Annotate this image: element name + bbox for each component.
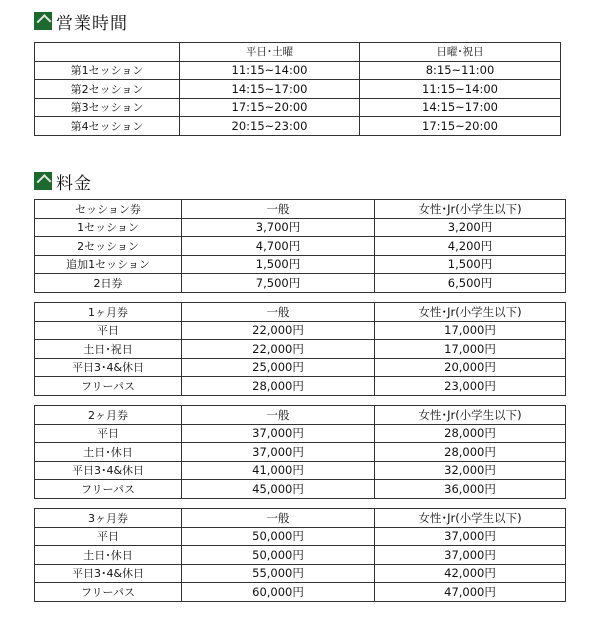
- holiday-time: 11:15~14:00: [360, 80, 561, 99]
- fee-header-cell: 女性･Jr(小学生以下): [375, 303, 566, 322]
- ticket-label: フリーパス: [35, 377, 182, 396]
- session-label: 第4セッション: [35, 117, 180, 136]
- table-row: [35, 546, 566, 565]
- women-junior-price: 20,000円: [375, 358, 566, 377]
- women-junior-price: 37,000円: [375, 527, 566, 546]
- general-price: 3,700円: [182, 218, 375, 237]
- fee-header-row: [35, 200, 566, 219]
- women-junior-price: 28,000円: [375, 443, 566, 462]
- fee-header-cell: 1ヶ月券: [35, 303, 182, 322]
- ticket-label: 平日3･4&休日: [35, 358, 182, 377]
- general-price: 37,000円: [182, 443, 375, 462]
- ticket-label: フリーパス: [35, 583, 182, 602]
- table-row: [35, 340, 566, 359]
- ticket-label: 追加1セッション: [35, 255, 182, 274]
- fee-header-cell: 一般: [182, 303, 375, 322]
- table-row: [35, 80, 561, 99]
- table-row: [35, 564, 566, 583]
- women-junior-price: 4,200円: [375, 237, 566, 256]
- fee-header-cell: 3ヶ月券: [35, 509, 182, 528]
- ticket-label: 平日: [35, 424, 182, 443]
- fee-header-cell: 女性･Jr(小学生以下): [375, 200, 566, 219]
- weekday-time: 20:15~23:00: [180, 117, 360, 136]
- ticket-label: 平日3･4&休日: [35, 461, 182, 480]
- ticket-label: 2日券: [35, 274, 182, 293]
- fee-header-cell: 2ヶ月券: [35, 406, 182, 425]
- women-junior-price: 32,000円: [375, 461, 566, 480]
- table-row: [35, 61, 561, 80]
- fee-header-row: [35, 509, 566, 528]
- general-price: 37,000円: [182, 424, 375, 443]
- general-price: 22,000円: [182, 321, 375, 340]
- ticket-label: 土日･休日: [35, 443, 182, 462]
- table-row: [35, 461, 566, 480]
- women-junior-price: 47,000円: [375, 583, 566, 602]
- table-row: [35, 424, 566, 443]
- general-price: 41,000円: [182, 461, 375, 480]
- hours-heading: [34, 10, 128, 32]
- general-price: 45,000円: [182, 480, 375, 499]
- women-junior-price: 23,000円: [375, 377, 566, 396]
- table-row: [35, 117, 561, 136]
- table-row: [35, 480, 566, 499]
- general-price: 55,000円: [182, 564, 375, 583]
- fee-header-cell: 一般: [182, 509, 375, 528]
- women-junior-price: 37,000円: [375, 546, 566, 565]
- general-price: 50,000円: [182, 546, 375, 565]
- fee-header-cell: 女性･Jr(小学生以下): [375, 509, 566, 528]
- women-junior-price: 42,000円: [375, 564, 566, 583]
- table-row: [35, 583, 566, 602]
- fee-header-row: [35, 406, 566, 425]
- section-mark-icon: [34, 172, 52, 190]
- ticket-label: 土日･休日: [35, 546, 182, 565]
- general-price: 50,000円: [182, 527, 375, 546]
- women-junior-price: 17,000円: [375, 340, 566, 359]
- fee-header-cell: 女性･Jr(小学生以下): [375, 406, 566, 425]
- table-row: [35, 527, 566, 546]
- hours-title: 営業時間: [56, 13, 128, 34]
- ticket-label: 1セッション: [35, 218, 182, 237]
- weekday-time: 14:15~17:00: [180, 80, 360, 99]
- women-junior-price: 36,000円: [375, 480, 566, 499]
- fee-table-1-month: [34, 302, 566, 396]
- table-row: [35, 218, 566, 237]
- ticket-label: 平日: [35, 527, 182, 546]
- women-junior-price: 3,200円: [375, 218, 566, 237]
- table-row: [35, 443, 566, 462]
- hours-header-cell: [35, 43, 180, 62]
- fee-header-cell: セッション券: [35, 200, 182, 219]
- fees-heading: [34, 170, 92, 192]
- general-price: 4,700円: [182, 237, 375, 256]
- session-label: 第1セッション: [35, 61, 180, 80]
- fee-header-cell: 一般: [182, 200, 375, 219]
- women-junior-price: 28,000円: [375, 424, 566, 443]
- holiday-time: 8:15~11:00: [360, 61, 561, 80]
- fee-header-row: [35, 303, 566, 322]
- fee-table-session: [34, 199, 566, 293]
- table-row: [35, 98, 561, 117]
- weekday-time: 11:15~14:00: [180, 61, 360, 80]
- women-junior-price: 6,500円: [375, 274, 566, 293]
- session-label: 第3セッション: [35, 98, 180, 117]
- section-mark-icon: [34, 12, 52, 30]
- general-price: 7,500円: [182, 274, 375, 293]
- women-junior-price: 1,500円: [375, 255, 566, 274]
- general-price: 1,500円: [182, 255, 375, 274]
- hours-header-cell: 日曜･祝日: [360, 43, 561, 62]
- weekday-time: 17:15~20:00: [180, 98, 360, 117]
- hours-header-row: [35, 43, 561, 62]
- holiday-time: 14:15~17:00: [360, 98, 561, 117]
- fee-header-cell: 一般: [182, 406, 375, 425]
- ticket-label: 平日3･4&休日: [35, 564, 182, 583]
- holiday-time: 17:15~20:00: [360, 117, 561, 136]
- fee-table-3-month: [34, 508, 566, 602]
- table-row: [35, 321, 566, 340]
- general-price: 22,000円: [182, 340, 375, 359]
- fee-table-2-month: [34, 405, 566, 499]
- ticket-label: 土日･祝日: [35, 340, 182, 359]
- ticket-label: 平日: [35, 321, 182, 340]
- general-price: 25,000円: [182, 358, 375, 377]
- table-row: [35, 237, 566, 256]
- table-row: [35, 274, 566, 293]
- hours-table: [34, 42, 561, 136]
- table-row: [35, 358, 566, 377]
- table-row: [35, 377, 566, 396]
- women-junior-price: 17,000円: [375, 321, 566, 340]
- general-price: 28,000円: [182, 377, 375, 396]
- ticket-label: 2セッション: [35, 237, 182, 256]
- session-label: 第2セッション: [35, 80, 180, 99]
- general-price: 60,000円: [182, 583, 375, 602]
- ticket-label: フリーパス: [35, 480, 182, 499]
- table-row: [35, 255, 566, 274]
- hours-header-cell: 平日･土曜: [180, 43, 360, 62]
- fees-title: 料金: [56, 173, 92, 194]
